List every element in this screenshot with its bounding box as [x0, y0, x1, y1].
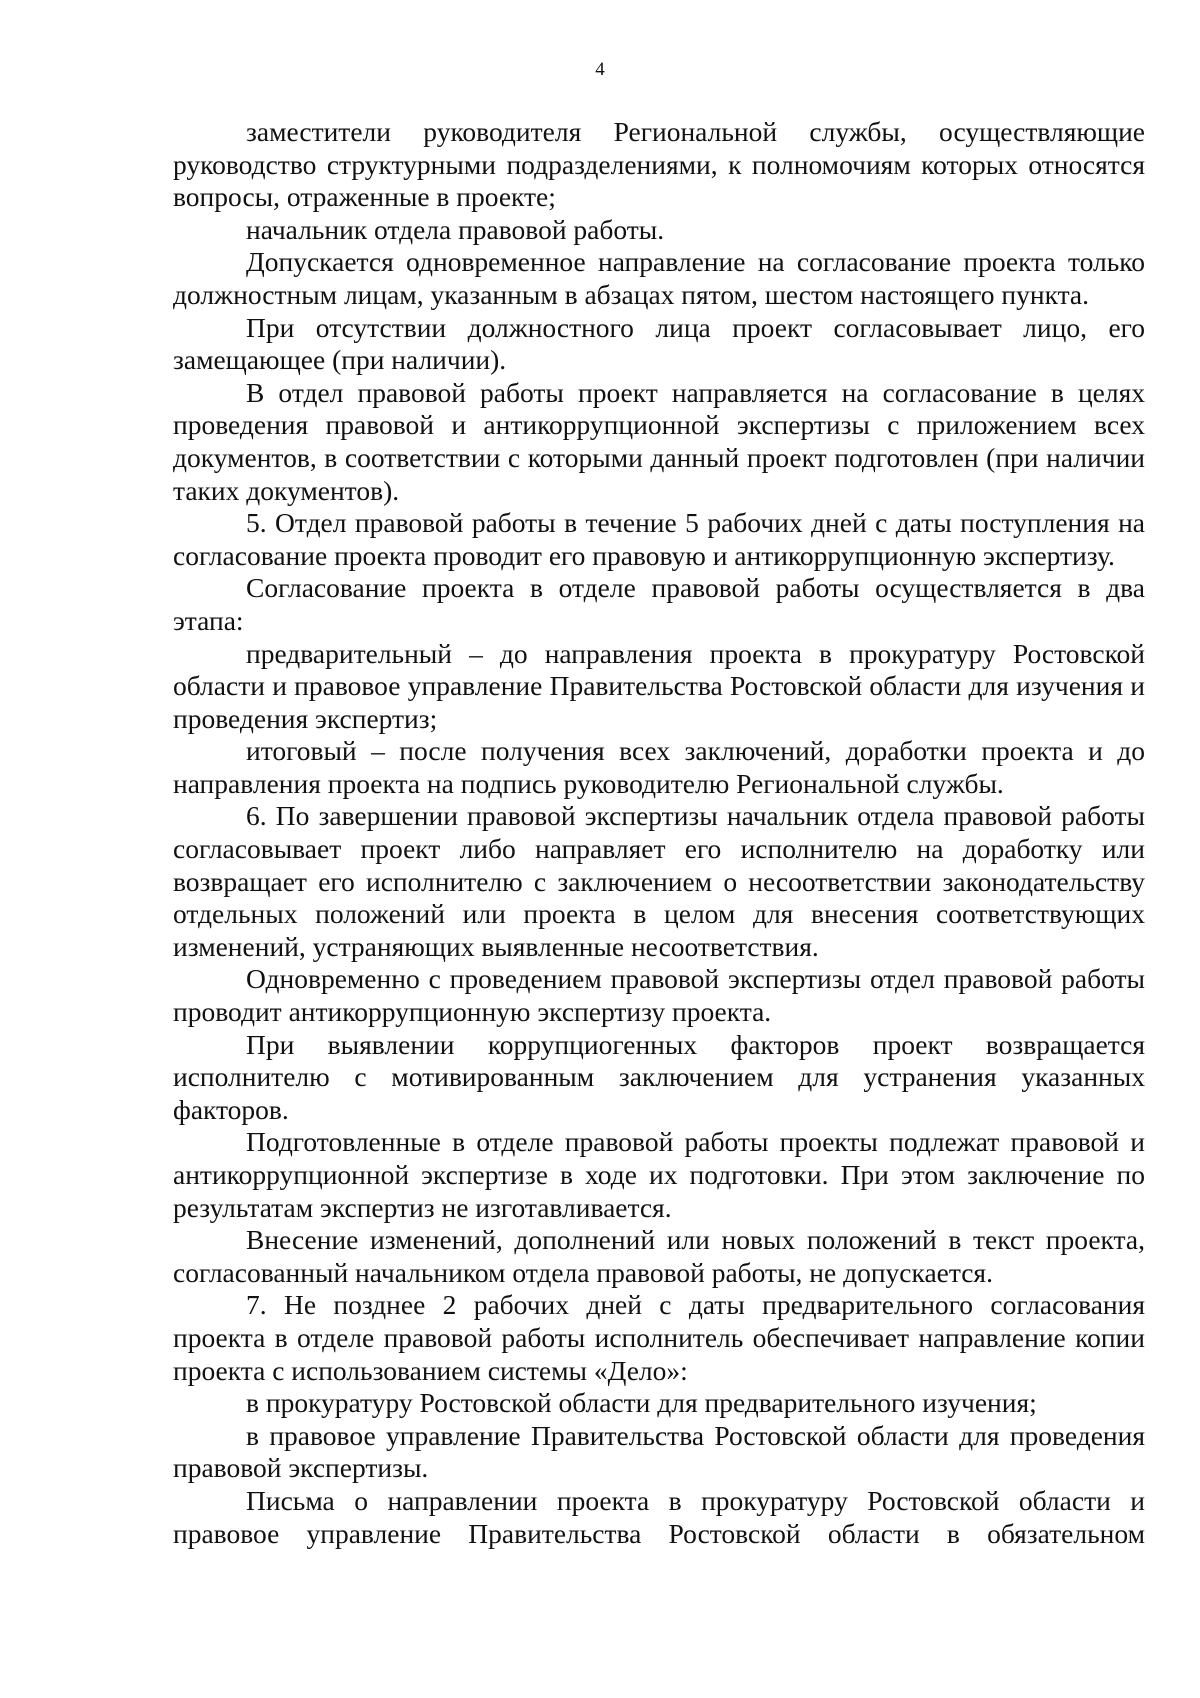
paragraph: В отдел правовой работы проект направляется на согласование в целях проведения правовой и антикоррупционной экспертизы с приложением всех документов, в соответствии с которыми данный проект подготовлен (при наличии таких документов).	[173, 376, 1145, 506]
page-number: 4	[595, 59, 605, 80]
paragraph: Допускается одновременное направление на согласование проекта только должностным лицам, указанным в абзацах пятом, шестом настоящего пункта.	[173, 246, 1145, 310]
paragraph: итоговый – после получения всех заключений, доработки проекта и до направления проекта на подпись руководителю Региональной службы.	[173, 735, 1145, 799]
paragraph: предварительный – до направления проекта в прокуратуру Ростовской области и правовое управление Правительства Ростовской области для изучения и проведения экспертиз;	[173, 637, 1145, 734]
paragraph: Подготовленные в отделе правовой работы проекты подлежат правовой и антикоррупционной экспертизе в ходе их подготовки. При этом заключение по результатам экспертиз не изготавливается.	[173, 1126, 1145, 1223]
paragraph: Согласование проекта в отделе правовой работы осуществляется в два этапа:	[173, 572, 1145, 636]
paragraph: 5. Отдел правовой работы в течение 5 рабочих дней с даты поступления на согласование проекта проводит его правовую и антикоррупционную экспертизу.	[173, 507, 1145, 571]
paragraph: в прокуратуру Ростовской области для предварительного изучения;	[246, 1387, 1037, 1419]
paragraph: начальник отдела правовой работы.	[246, 213, 665, 245]
paragraph: в правовое управление Правительства Ростовской области для проведения правовой экспертизы.	[173, 1419, 1145, 1484]
paragraph: заместители руководителя Региональной службы, осуществляющие руководство структурными подразделениями, к полномочиям которых относятся вопросы, отраженные в проекте;	[173, 116, 1145, 213]
document-body	[173, 116, 1145, 1550]
paragraph: Внесение изменений, дополнений или новых положений в текст проекта, согласованный начальником отдела правовой работы, не допускается.	[173, 1224, 1145, 1288]
paragraph: Письма о направлении проекта в прокуратуру Ростовской области и правовое управление Правительства Ростовской области в обязательном	[173, 1484, 1145, 1549]
paragraph: При выявлении коррупциогенных факторов проект возвращается исполнителю с мотивированным заключением для устранения указанных факторов.	[173, 1028, 1145, 1125]
paragraph: 7. Не позднее 2 рабочих дней с даты предварительного согласования проекта в отделе правовой работы исполнитель обеспечивает направление копии проекта с использованием системы «Дело»:	[173, 1289, 1145, 1386]
paragraph: При отсутствии должностного лица проект согласовывает лицо, его замещающее (при наличии).	[173, 311, 1145, 376]
paragraph: Одновременно с проведением правовой экспертизы отдел правовой работы проводит антикоррупционную экспертизу проекта.	[173, 963, 1145, 1028]
paragraph: 6. По завершении правовой экспертизы начальник отдела правовой работы согласовывает проект либо направляет его исполнителю на доработку или возвращает его исполнителю с заключением о несоответствии законодательству отдельных положений или проекта в целом для внесения соответствующих изменений, устраняющих выявленные несоответствия.	[173, 800, 1145, 962]
